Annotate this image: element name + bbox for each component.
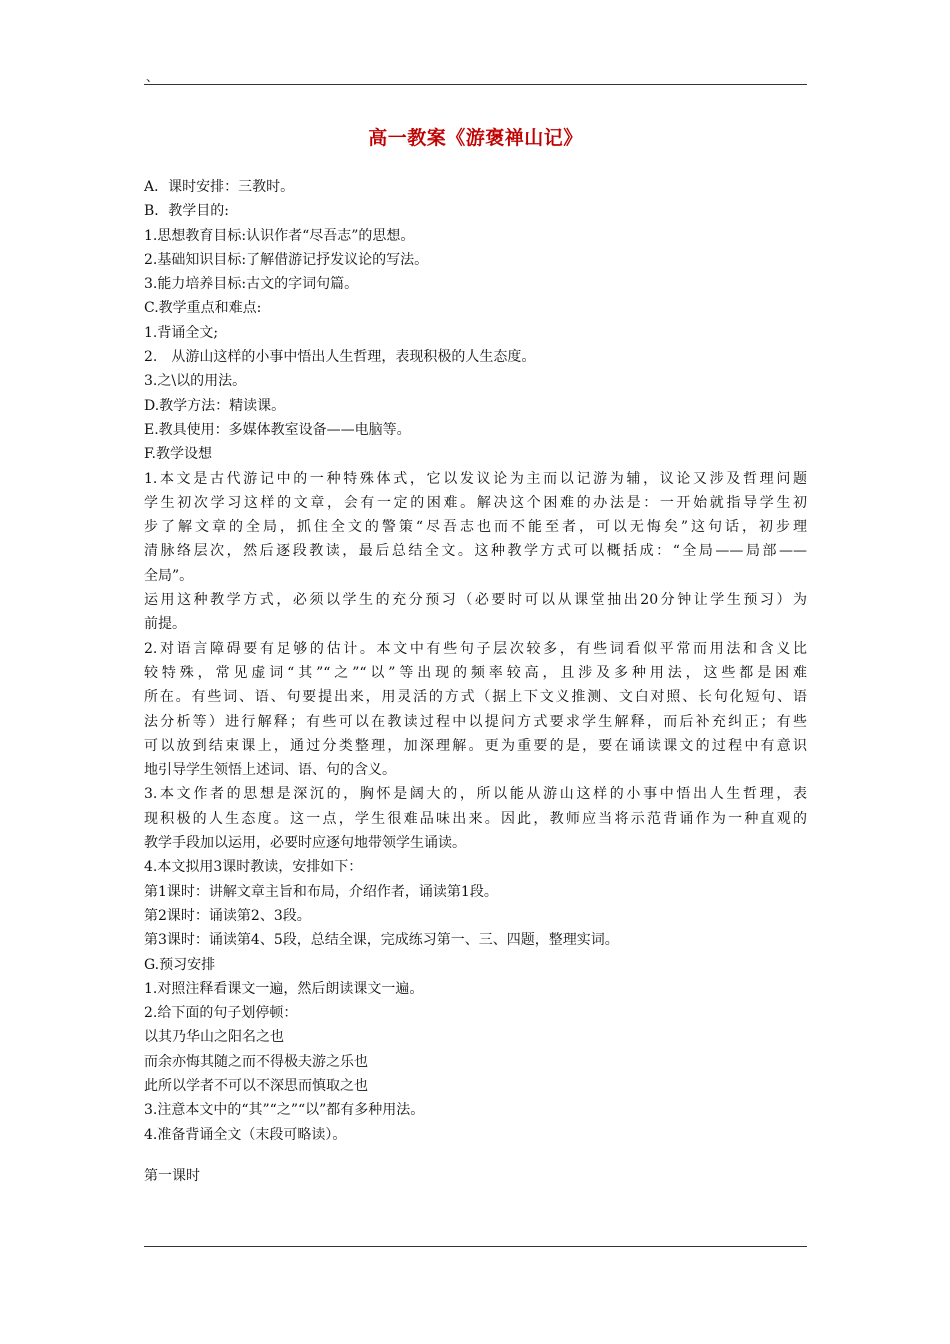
text-line: 1.对照注释看课文一遍，然后朗读课文一遍。 [144, 980, 424, 997]
text-line: D.教学方法：精读课。 [144, 397, 286, 414]
text-line: 3.之\以的用法。 [144, 373, 247, 390]
text-line: 4.本文拟用3课时教读，安排如下： [144, 859, 363, 876]
text-line: 2.给下面的句子划停顿： [144, 1005, 298, 1022]
text-line: 第3课时：诵读第4、5段，总结全课，完成练习第一、三、四题，整理实词。 [144, 932, 619, 949]
text-line: 2.基础知识目标:了解借游记抒发议论的写法。 [144, 251, 429, 268]
text-line: 以其乃华山之阳名之也 [144, 1029, 284, 1046]
text-line: 步了解文章的全局，抓住全文的警策“尽吾志也而不能至者，可以无悔矣”这句话，初步理 [144, 519, 807, 536]
text-line: 3.注意本文中的“其”“之”“以”都有多种用法。 [144, 1102, 425, 1119]
text-line: 法分析等）进行解释；有些可以在教读过程中以提问方式要求学生解释，而后补充纠正；有些 [144, 713, 807, 730]
header-mark: 、 [146, 70, 159, 84]
text-line: 1.本文是古代游记中的一种特殊体式，它以发议论为主而以记游为辅，议论又涉及哲理问题 [144, 470, 807, 487]
text-line: 此所以学者不可以不深思而慎取之也 [144, 1077, 368, 1094]
text-line: C.教学重点和难点: [144, 300, 262, 317]
text-line: 1.思想教育目标:认识作者“尽吾志”的思想。 [144, 227, 415, 244]
text-line: 学生初次学习这样的文章，会有一定的困难。解决这个困难的办法是：一开始就指导学生初 [144, 494, 807, 511]
footer-rule [144, 1246, 807, 1247]
text-line: E.教具使用：多媒体教室设备——电脑等。 [144, 421, 411, 438]
text-line: 所在。有些词、语、句要提出来，用灵活的方式（据上下文义推测、文白对照、长句化短句、语 [144, 689, 807, 706]
text-line: 第2课时：诵读第2、3段。 [144, 907, 311, 924]
text-line: 运用这种教学方式，必须以学生的充分预习（必要时可以从课堂抽出20分钟让学生预习）为 [144, 592, 807, 609]
text-line: B．教学目的: [144, 203, 230, 220]
text-line: 第1课时：讲解文章主旨和布局，介绍作者，诵读第1段。 [144, 883, 498, 900]
text-line: 教学手段加以运用，必要时应逐句地带领学生诵读。 [144, 835, 466, 852]
text-line: 2. 从游山这样的小事中悟出人生哲理，表现积极的人生态度。 [144, 349, 536, 366]
text-line: 地引导学生领悟上述词、语、句的含义。 [144, 762, 396, 779]
document-body [144, 175, 807, 1188]
text-line: 而余亦悔其随之而不得极夫游之乐也 [144, 1053, 368, 1070]
header-rule [144, 84, 807, 85]
text-line: 较特殊，常见虚词“其”“之”“以”等出现的频率较高，且涉及多种用法，这些都是困难 [144, 664, 807, 681]
text-line: F.教学设想 [144, 446, 212, 463]
text-line: 可以放到结束课上，通过分类整理，加深理解。更为重要的是，要在诵读课文的过程中有意识 [144, 737, 807, 754]
document-title: 高一教案《游褒禅山记》 [368, 127, 583, 149]
text-line: 4.准备背诵全文（末段可略读）。 [144, 1126, 347, 1143]
text-line: 1.背诵全文; [144, 324, 219, 341]
text-line: 3.能力培养目标:古文的字词句篇。 [144, 276, 359, 293]
text-line: 前提。 [144, 616, 186, 633]
text-line: G.预习安排 [144, 956, 216, 973]
text-line: 现积极的人生态度。这一点，学生很难品味出来。因此，教师应当将示范背诵作为一种直观的 [144, 810, 807, 827]
text-line: 3.本文作者的思想是深沉的，胸怀是阔大的，所以能从游山这样的小事中悟出人生哲理，表 [144, 786, 807, 803]
text-line: 2.对语言障碍要有足够的估计。本文中有些句子层次较多，有些词看似平常而用法和含义比 [144, 640, 807, 657]
section-heading: 第一课时 [144, 1167, 200, 1184]
text-line: A．课时安排：三教时。 [144, 179, 295, 195]
text-line: 清脉络层次，然后逐段教读，最后总结全文。这种教学方式可以概括成：“全局——局部—— [144, 543, 807, 560]
text-line: 全局”。 [144, 567, 194, 584]
paragraph-gap [144, 1147, 807, 1164]
